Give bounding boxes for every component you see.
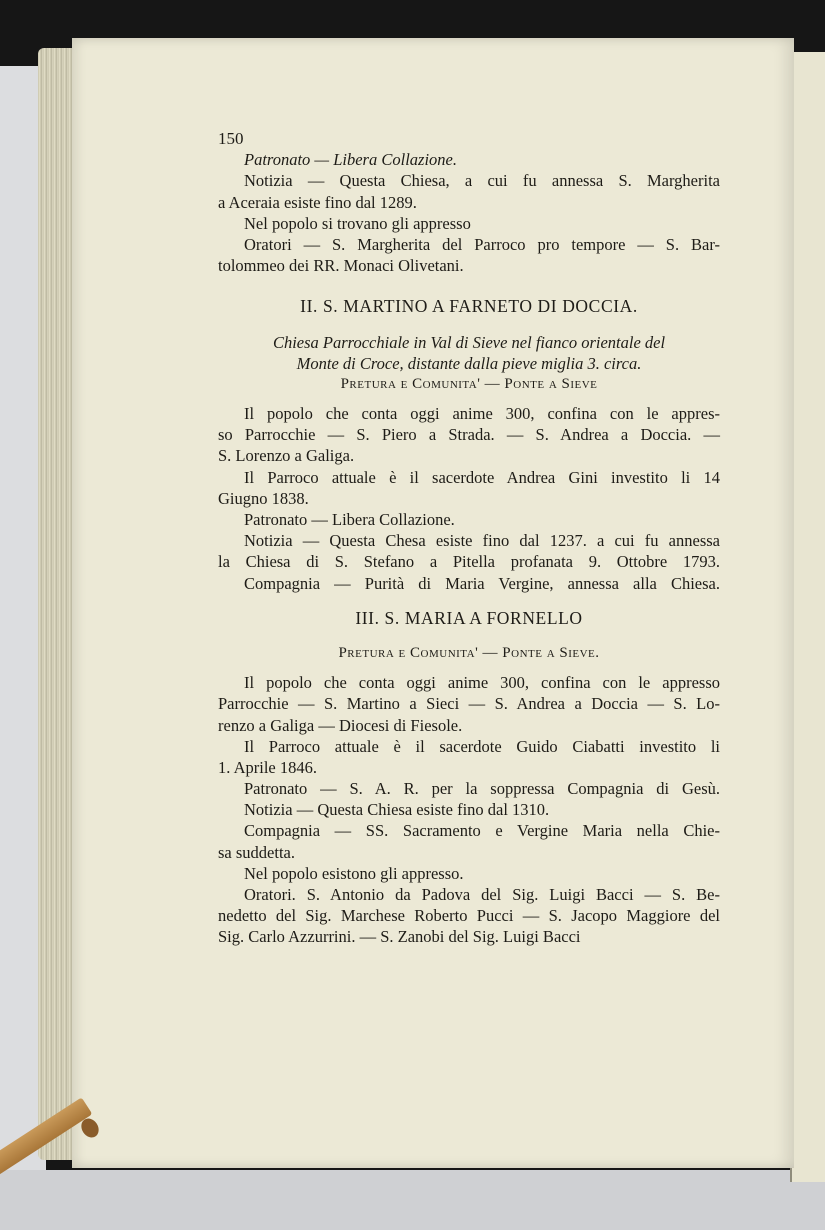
text-line: Giugno 1838. (218, 488, 309, 508)
text-line: Nel popolo si trovano gli appresso (244, 213, 471, 233)
section-title: II. S. MARTINO A FARNETO DI DOCCIA. (300, 296, 638, 317)
text-line: Nel popolo esistono gli appresso. (244, 863, 464, 883)
text-line: Sig. Carlo Azzurrini. — S. Zanobi del Sig. Luigi Bacci (218, 927, 581, 947)
text-line: Oratori. S. Antonio da Padova del Sig. Luigi Bacci — S. Be- (244, 885, 720, 904)
section-title: III. S. MARIA A FORNELLO (355, 607, 583, 628)
spacer (218, 318, 720, 332)
section-subtitle: Monte di Croce, distante dalla pieve miglia 3. circa. (296, 353, 642, 373)
text-line: 1. Aprile 1846. (218, 757, 317, 777)
text-line: renzo a Galiga — Diocesi di Fiesole. (218, 715, 463, 735)
pretura-line: Pretura e Comunita' — Ponte a Sieve. (338, 644, 600, 661)
spacer (218, 276, 720, 296)
spacer (218, 664, 720, 672)
text-line: Il Parroco attuale è il sacerdote Guido Ciabatti investito li (244, 736, 720, 756)
page-number: 150 (218, 129, 244, 148)
spacer (218, 594, 720, 608)
text-line: Il Parroco attuale è il sacerdote Andrea Gini investito li 14 (244, 467, 720, 487)
text-line: Oratori — S. Margherita del Parroco pro tempore — S. Bar- (244, 234, 720, 254)
text-line: nedetto del Sig. Marchese Roberto Pucci — S. Jacopo Maggiore del (218, 906, 720, 926)
text-line: Il popolo che conta oggi anime 300, confina con le appres- (244, 404, 720, 424)
text-line: S. Lorenzo a Galiga. (218, 446, 355, 466)
text-line: Notizia — Questa Chiesa esiste fino dal 1310. (244, 800, 550, 820)
text-line: Compagnia — SS. Sacramento e Vergine Maria nella Chie- (244, 821, 720, 841)
text-line: so Parrocchie — S. Piero a Strada. — S. Andrea a Doccia. — (218, 425, 720, 445)
text-line: sa suddetta. (218, 842, 295, 862)
section-subtitle: Chiesa Parrocchiale in Val di Sieve nel fianco orientale del (272, 332, 666, 352)
spacer (218, 629, 720, 643)
text-line: Il popolo che conta oggi anime 300, confina con le appresso (244, 673, 720, 693)
next-page-edge (790, 52, 825, 1182)
backdrop-bottom (0, 1170, 825, 1230)
text-line: a Aceraia esiste fino dal 1289. (218, 192, 417, 212)
text-line: la Chiesa di S. Stefano a Pitella profanata 9. Ottobre 1793. (218, 552, 720, 572)
pretura-line: Pretura e Comunita' — Ponte a Sieve (340, 375, 598, 392)
text-line: tolommeo dei RR. Monaci Olivetani. (218, 256, 464, 276)
page-text (218, 128, 720, 948)
text-line: Parrocchie — S. Martino a Sieci — S. Andrea a Doccia — S. Lo- (218, 694, 720, 714)
text-line: Notizia — Questa Chesa esiste fino dal 1237. a cui fu annessa (244, 531, 720, 551)
text-line: Patronato — Libera Collazione. (244, 510, 455, 529)
spacer (218, 395, 720, 403)
text-line: Patronato — S. A. R. per la soppressa Compagnia di Gesù. (244, 779, 720, 799)
text-line: Patronato — Libera Collazione. (244, 150, 457, 170)
text-line: Notizia — Questa Chiesa, a cui fu annessa S. Margherita (244, 171, 720, 191)
text-line: Compagnia — Purità di Maria Vergine, annessa alla Chiesa. (244, 573, 720, 593)
